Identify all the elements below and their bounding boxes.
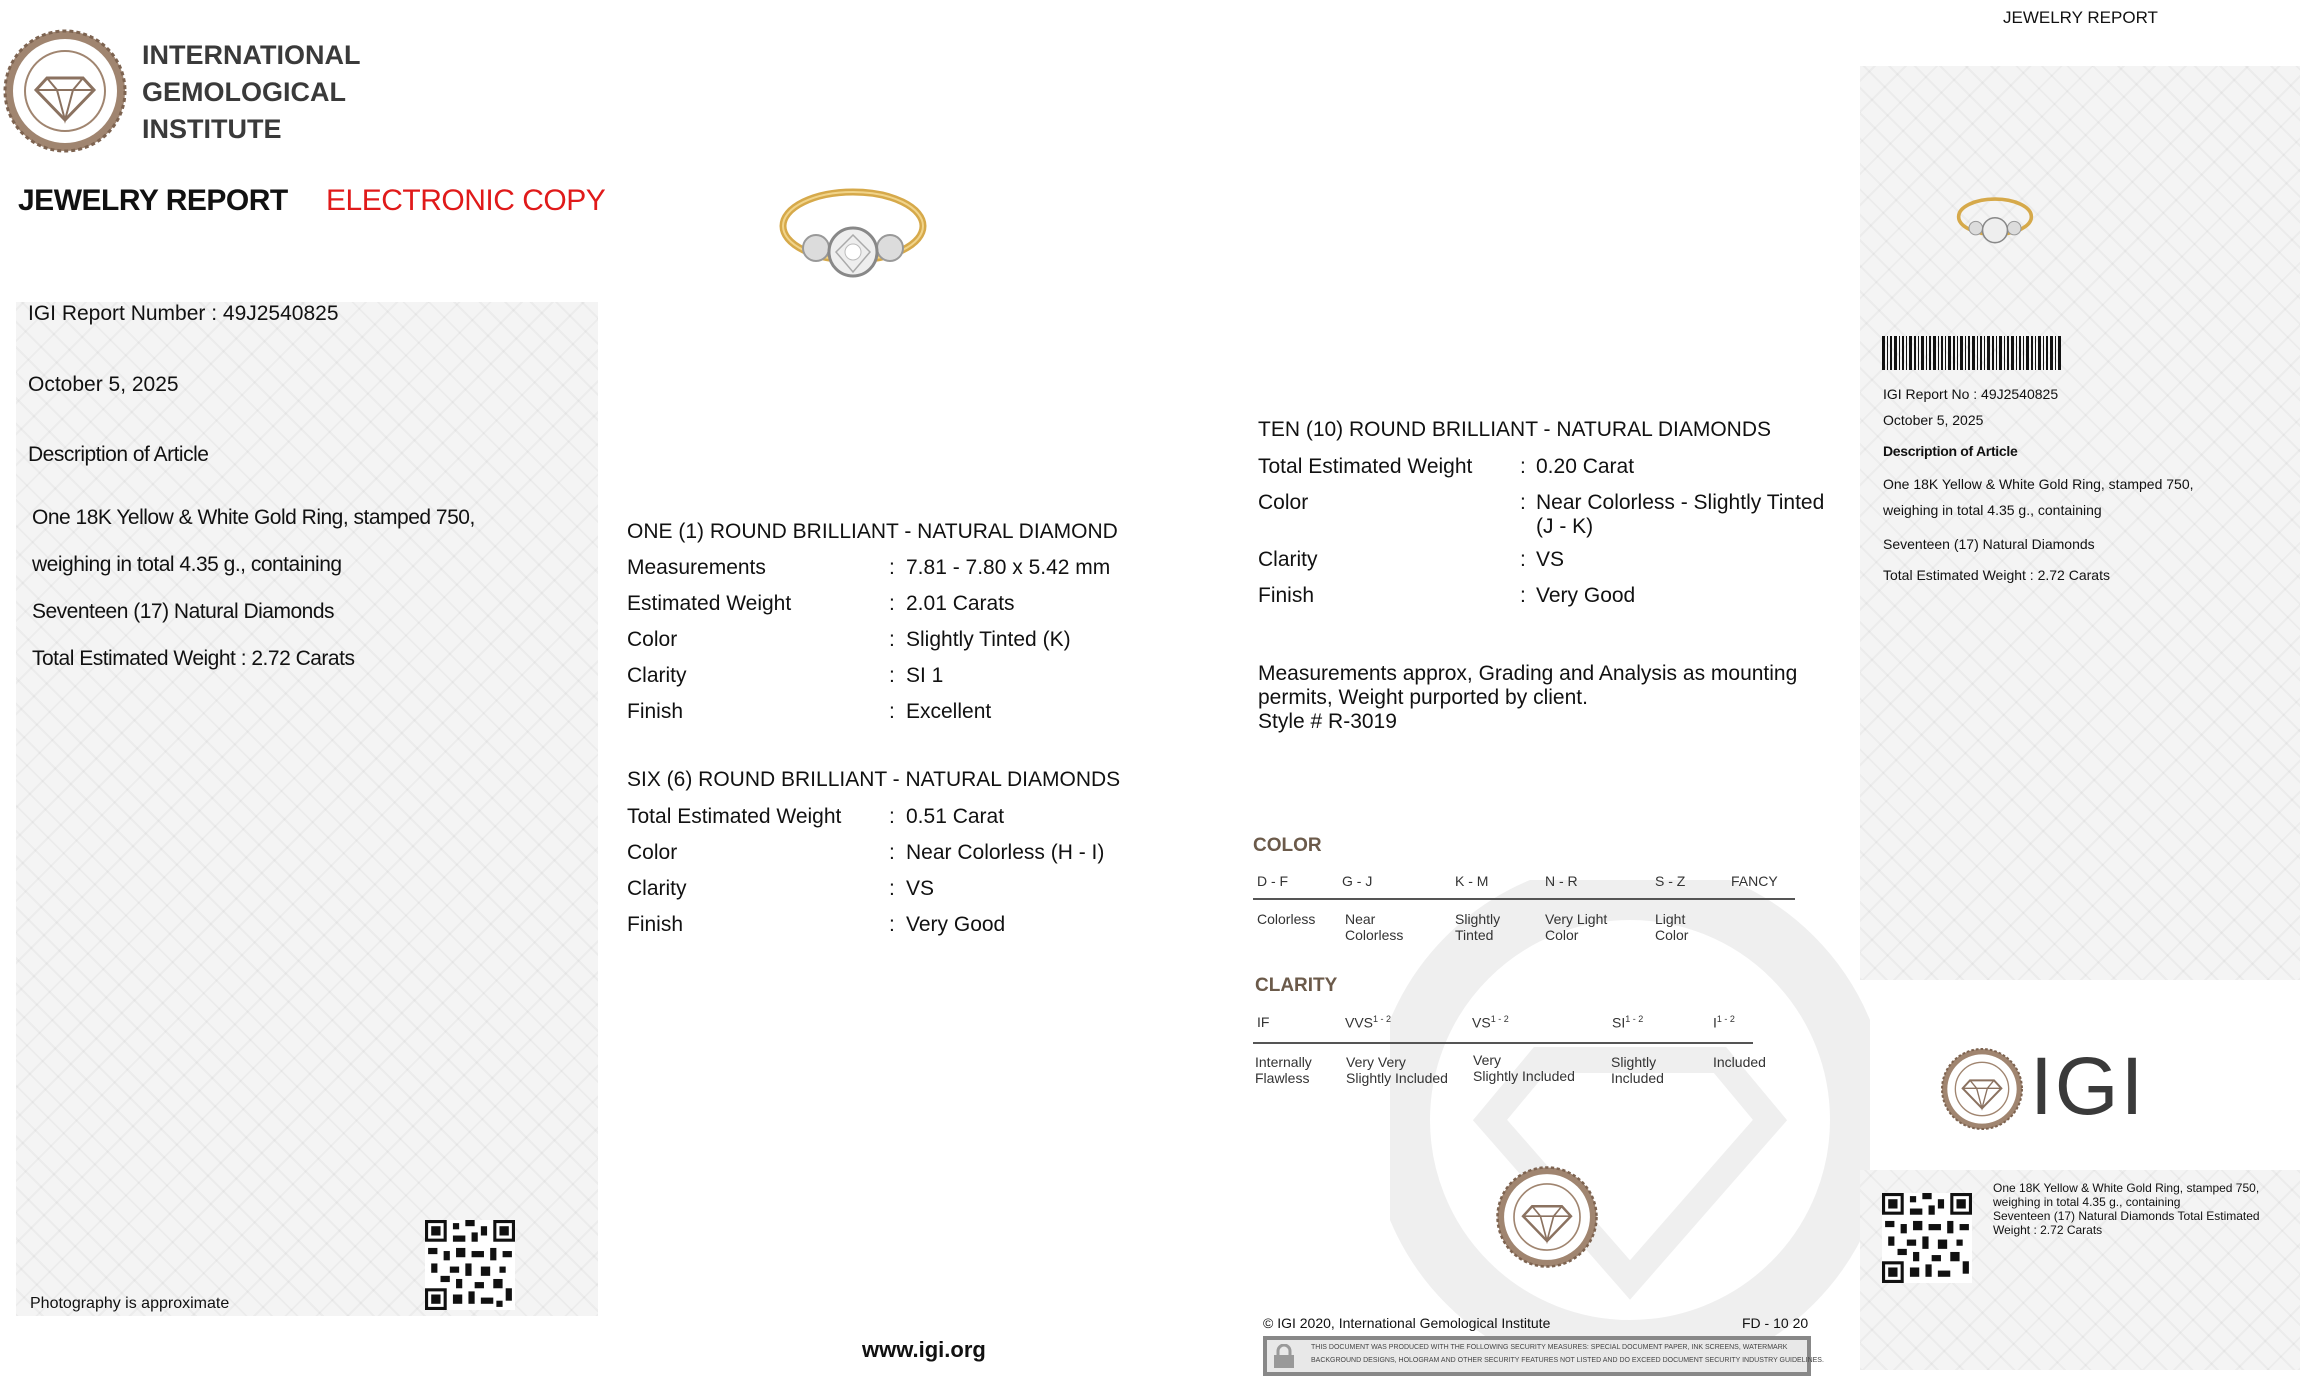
description-line: Total Estimated Weight : 2.72 Carats	[32, 647, 355, 670]
color-desc: Near Colorless	[1345, 911, 1404, 943]
report-date: October 5, 2025	[28, 373, 179, 396]
row-value: VS	[1536, 548, 1565, 571]
color-grade: S - Z	[1655, 873, 1686, 889]
row-value: 2.01 Carats	[906, 592, 1015, 615]
description-heading: Description of Article	[28, 443, 209, 466]
qr-code	[425, 1220, 515, 1310]
clarity-grade: SI$^{1 - 2}$	[1612, 1014, 1644, 1031]
clarity-scale-rule	[1253, 1042, 1753, 1044]
description-line: weighing in total 4.35 g., containing	[32, 553, 342, 576]
security-banner	[1263, 1336, 1824, 1376]
igi-seal-logo	[1495, 1165, 1599, 1269]
form-code: FD - 10 20	[1742, 1315, 1809, 1331]
description-line: One 18K Yellow & White Gold Ring, stamped 750,	[32, 506, 475, 529]
clarity-grade: VS$^{1 - 2}$	[1472, 1014, 1509, 1031]
stub-description-line: One 18K Yellow & White Gold Ring, stamped 750,	[1883, 476, 2194, 492]
stub-report-number: IGI Report No : 49J2540825	[1883, 386, 2059, 402]
copyright: © IGI 2020, International Gemological Institute	[1263, 1315, 1551, 1331]
security-text: THIS DOCUMENT WAS PRODUCED WITH THE FOLLOWING SECURITY MEASURES: SPECIAL DOCUMENT PAPER, INK SCREENS, WATERMARK	[1311, 1344, 1788, 1351]
row-value: Very Good	[906, 913, 1006, 936]
igi-seal-logo	[1940, 1047, 2024, 1131]
clarity-desc: Very Very Slightly Included	[1346, 1054, 1448, 1086]
report-title: JEWELRY REPORT	[18, 184, 288, 217]
row-value: 0.20 Carat	[1536, 455, 1635, 478]
clarity-scale-title: CLARITY	[1255, 975, 1338, 996]
clarity-desc: Included	[1713, 1054, 1766, 1070]
row-label: Finish	[627, 913, 684, 936]
comments-line: permits, Weight purported by client.	[1258, 686, 1588, 709]
igi-seal-logo	[2, 28, 128, 154]
row-value: 0.51 Carat	[906, 805, 1005, 828]
institute-name-line1: INTERNATIONAL	[142, 40, 361, 70]
clarity-desc: Very Slightly Included	[1473, 1052, 1575, 1084]
row-value: Slightly Tinted (K)	[906, 628, 1071, 651]
stub-bottom-line: Seventeen (17) Natural Diamonds Total Estimated	[1993, 1209, 2260, 1223]
stub-bottom-line: One 18K Yellow & White Gold Ring, stamped 750,	[1993, 1181, 2260, 1195]
electronic-copy-label: ELECTRONIC COPY	[326, 184, 606, 217]
description-line: Seventeen (17) Natural Diamonds	[32, 600, 335, 623]
ten-diamonds-heading: TEN (10) ROUND BRILLIANT - NATURAL DIAMONDS	[1258, 418, 1772, 441]
clarity-grade: VVS$^{1 - 2}$	[1345, 1014, 1392, 1031]
row-value: Excellent	[906, 700, 992, 723]
color-scale-title: COLOR	[1253, 835, 1322, 856]
photography-note: Photography is approximate	[30, 1295, 230, 1312]
clarity-desc: Slightly Included	[1611, 1054, 1664, 1086]
institute-name-line3: INSTITUTE	[142, 114, 282, 144]
ring-photo	[776, 186, 930, 298]
ring-photo-small	[1955, 195, 2035, 255]
lock-icon	[1271, 1344, 1297, 1370]
row-value: Near Colorless (H - I)	[906, 841, 1105, 864]
stub-description-line: Total Estimated Weight : 2.72 Carats	[1883, 567, 2110, 583]
color-grade: K - M	[1455, 873, 1489, 889]
row-label: Total Estimated Weight	[1258, 455, 1473, 478]
barcode	[1882, 336, 2062, 370]
center-diamond-heading: ONE (1) ROUND BRILLIANT - NATURAL DIAMOND	[627, 520, 1118, 543]
website-link[interactable]: www.igi.org	[862, 1337, 986, 1362]
stub-date: October 5, 2025	[1883, 412, 1984, 428]
style-number: Style # R-3019	[1258, 710, 1397, 733]
row-value: Very Good	[1536, 584, 1636, 607]
row-label: Color	[1258, 491, 1309, 514]
row-value: 7.81 - 7.80 x 5.42 mm	[906, 556, 1111, 579]
row-label: Total Estimated Weight	[627, 805, 842, 828]
color-desc: Light Color	[1655, 911, 1689, 943]
color-desc: Slightly Tinted	[1455, 911, 1501, 943]
stub-title: JEWELRY REPORT	[2003, 8, 2158, 27]
row-label: Clarity	[627, 877, 687, 900]
qr-code	[1882, 1193, 1972, 1283]
row-value: SI 1	[906, 664, 944, 687]
stub-description-line: weighing in total 4.35 g., containing	[1883, 502, 2102, 518]
row-label: Color	[627, 628, 678, 651]
institute-name-line2: GEMOLOGICAL	[142, 77, 346, 107]
row-value: VS	[906, 877, 935, 900]
color-grade: G - J	[1342, 873, 1373, 889]
stub-description-line: Seventeen (17) Natural Diamonds	[1883, 536, 2095, 552]
row-label: Color	[627, 841, 678, 864]
clarity-grade: $I^{1 - 2}$	[1713, 1014, 1735, 1031]
stub-description-heading: Description of Article	[1883, 443, 2018, 459]
igi-logo-text: IGI	[2030, 1041, 2146, 1132]
color-desc: Colorless	[1257, 911, 1316, 927]
row-label: Clarity	[1258, 548, 1318, 571]
clarity-desc: Internally Flawless	[1255, 1054, 1312, 1086]
row-label: Clarity	[627, 664, 687, 687]
stub-bottom-line: weighing in total 4.35 g., containing	[1993, 1195, 2181, 1209]
row-label: Measurements	[627, 556, 766, 579]
row-value-continued: (J - K)	[1536, 515, 1594, 538]
row-label: Finish	[1258, 584, 1315, 607]
report-number: IGI Report Number : 49J2540825	[28, 302, 339, 325]
color-grade: D - F	[1257, 873, 1289, 889]
color-grade: FANCY	[1731, 873, 1778, 889]
row-label: Estimated Weight	[627, 592, 792, 615]
six-diamonds-heading: SIX (6) ROUND BRILLIANT - NATURAL DIAMONDS	[627, 768, 1121, 791]
color-grade: N - R	[1545, 873, 1578, 889]
stub-bottom-line: Weight : 2.72 Carats	[1993, 1223, 2103, 1237]
security-text: BACKGROUND DESIGNS, HOLOGRAM AND OTHER SECURITY FEATURES NOT LISTED AND DO EXCEED DOCUMENT SECURITY INDUSTRY GUIDELINES.	[1311, 1357, 1824, 1364]
clarity-grade: IF	[1257, 1014, 1270, 1030]
color-scale-rule	[1253, 898, 1795, 900]
stub-background-top	[1860, 66, 2300, 980]
comments-line: Measurements approx, Grading and Analysis as mounting	[1258, 662, 1798, 685]
watermark-seal	[1390, 880, 1870, 1360]
row-label: Finish	[627, 700, 684, 723]
row-value: Near Colorless - Slightly Tinted	[1536, 491, 1825, 514]
color-desc: Very Light Color	[1545, 911, 1608, 943]
